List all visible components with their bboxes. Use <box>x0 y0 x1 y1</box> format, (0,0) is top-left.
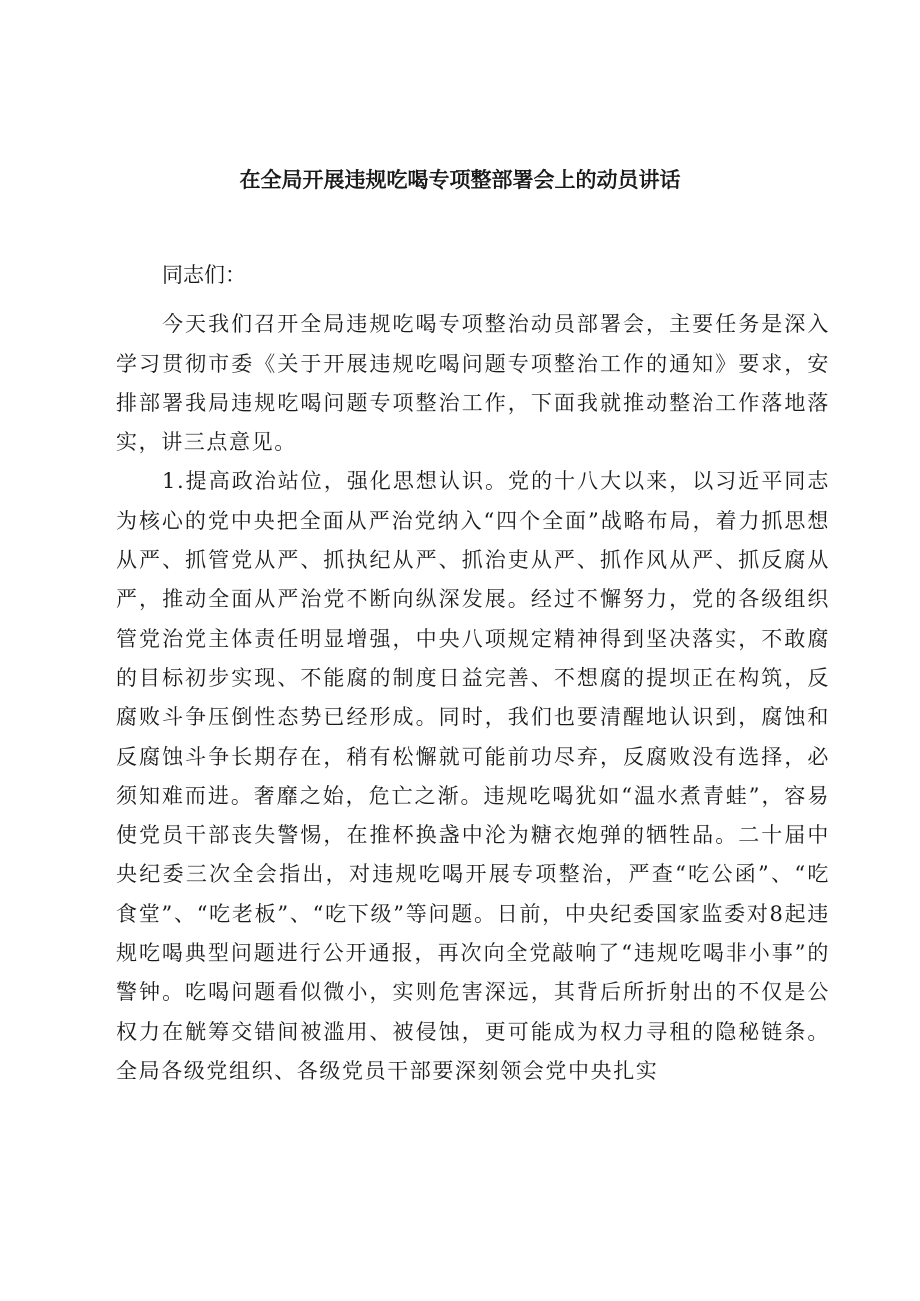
salutation: 同志们： <box>162 263 246 287</box>
paragraph-point-1: 1.提高政治站位，强化思想认识。党的十八大以来，以习近平同志为核心的党中央把全面从严治党纳入“四个全面”战略布局，着力抓思想从严、抓管党从严、抓执纪从严、抓治吏从严、抓作风从严、抓反腐从严，推动全面从严治党不断向纵深发展。经过不懈努力，党的各级组织管党治党主体责任明显增强，中央八项规定精神得到坚决落实，不敢腐的目标初步实现、不能腐的制度日益完善、不想腐的提坝正在构筑，反腐败斗争压倒性态势已经形成。同时，我们也要清醒地认识到，腐蚀和反腐蚀斗争长期存在，稍有松懈就可能前功尽弃，反腐败没有选择，必须知难而进。奢靡之始，危亡之渐。违规吃喝犹如“温水煮青蛙”，容易使党员干部丧失警惕，在推杯换盏中沦为糖衣炮弹的牺牲品。二十届中央纪委三次全会指出，对违规吃喝开展专项整治，严查“吃公函”、“吃食堂”、“吃老板”、“吃下级”等问题。日前，中央纪委国家监委对8起违规吃喝典型问题进行公开通报，再次向全党敲响了“违规吃喝非小事”的警钟。吃喝问题看似微小，实则危害深远，其背后所折射出的不仅是公权力在觥筹交错间被滥用、被侵蚀，更可能成为权力寻租的隐秘链条。全局各级党组织、各级党员干部要深刻领会党中央扎实 <box>116 469 830 1083</box>
document-body <box>116 256 830 1091</box>
document-title: 在全局开展违规吃喝专项整部署会上的动员讲话 <box>239 168 681 192</box>
paragraph-intro: 今天我们召开全局违规吃喝专项整治动员部署会，主要任务是深入学习贯彻市委《关于开展违规吃喝问题专项整治工作的通知》要求，安排部署我局违规吃喝问题专项整治工作，下面我就推动整治工作落地落实，讲三点意见。 <box>116 312 830 455</box>
